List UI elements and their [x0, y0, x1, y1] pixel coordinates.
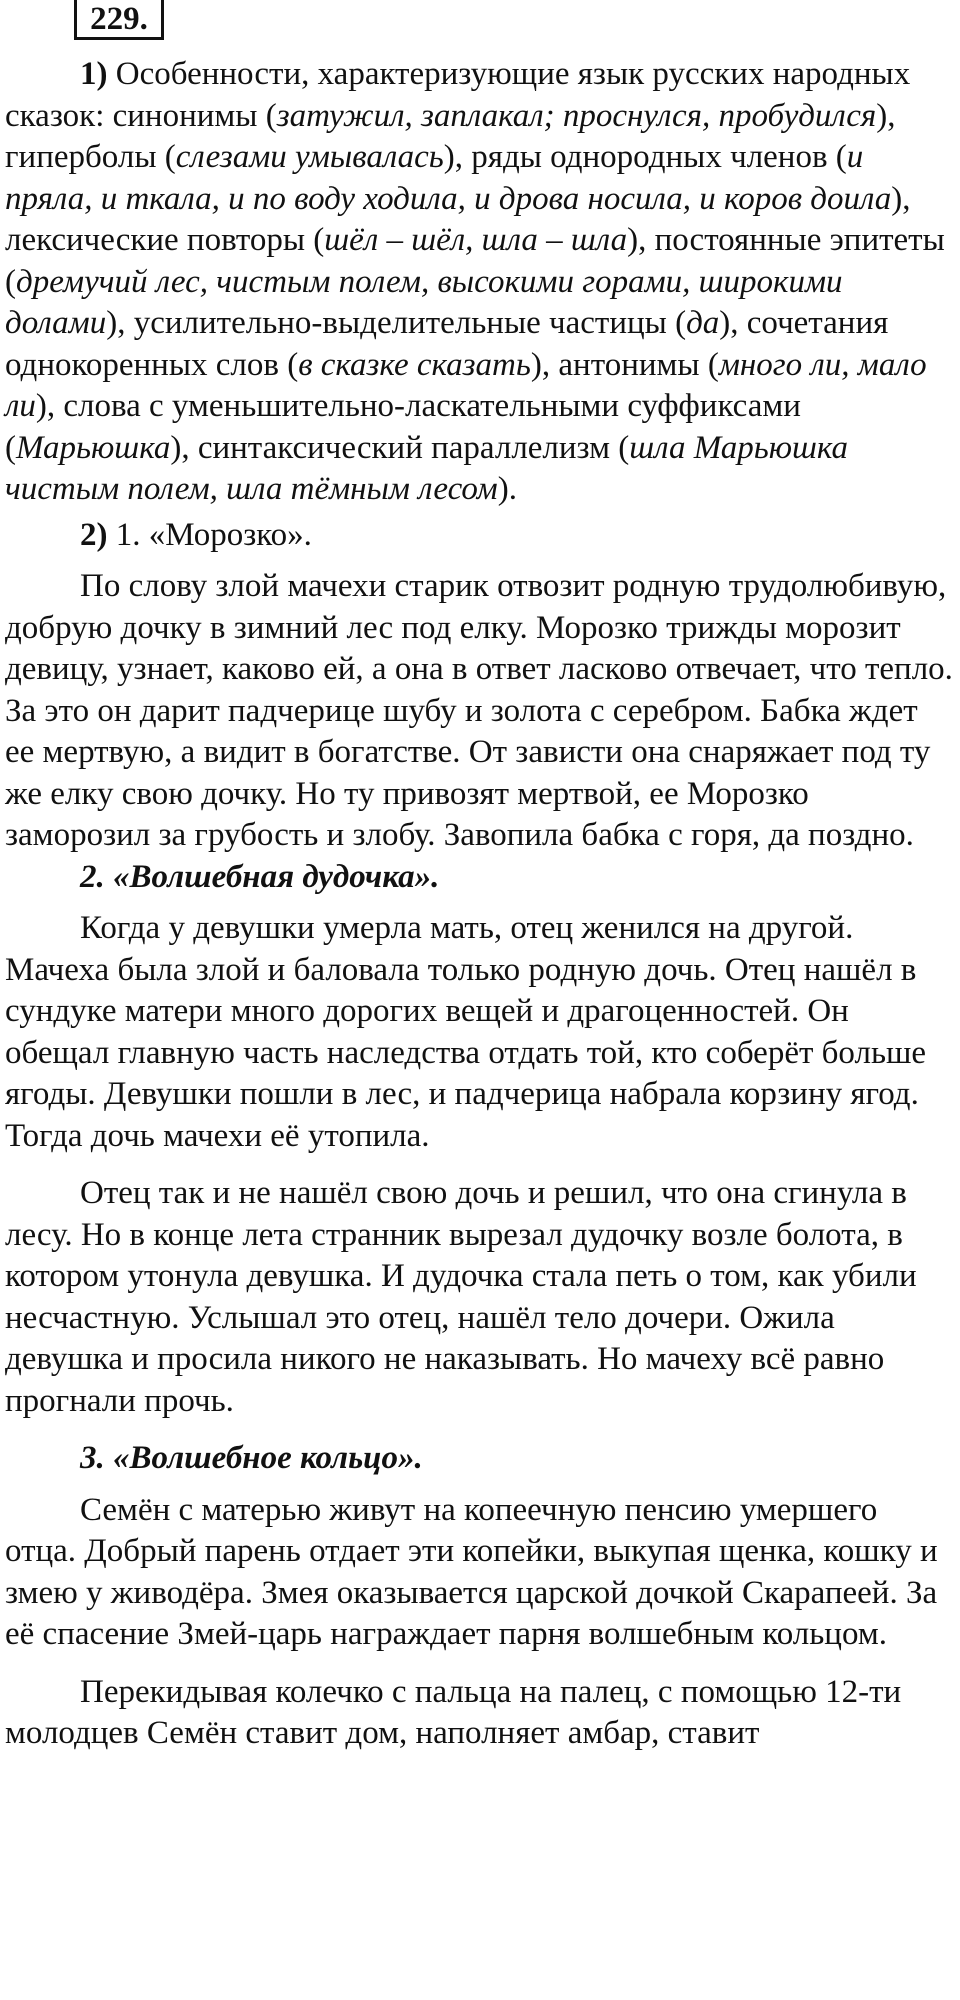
text-run: Особенности, характеризующие язык русских народных сказок: синонимы (	[5, 56, 911, 134]
text-run: ), лексические повторы (	[5, 180, 911, 258]
text-run: ), синтаксический параллелизм (	[170, 429, 630, 466]
part1-paragraph	[5, 54, 955, 511]
text-run: ), ряды однородных членов (	[443, 139, 847, 175]
part1-label: 1)	[80, 56, 108, 92]
example-italic: да	[686, 305, 720, 341]
story2-paragraph-2: Отец так и не нашёл свою дочь и решил, что она сгинула в лесу. Но в конце лета странник вырезал дудочку возле болота, в котором утонула девушка. И дудочка стала петь о том, как убили несчастную. Услышал это отец, нашёл тело дочери. Ожила девушка и просила никого не наказывать. Но мачеху всё равно прогнали прочь.	[5, 1175, 917, 1419]
story3-paragraph-2: Перекидывая колечко с пальца на палец, с помощью 12-ти молодцев Семён ставит дом, наполняет амбар, ставит	[5, 1673, 902, 1751]
text-run: ).	[497, 471, 517, 507]
example-italic: шёл – шёл, шла – шла	[324, 222, 628, 258]
text-run: ), постоянные эпитеты (	[5, 222, 945, 300]
example-italic: много ли, мало ли	[5, 346, 927, 424]
answer-text	[5, 54, 955, 1755]
story1-title: 1. «Морозко».	[107, 516, 312, 553]
example-italic: и пряла, и ткала, и по воду ходила, и дрова носила, и коров доила	[5, 139, 892, 217]
text-run: ), усилительно-выделительные частицы (	[106, 305, 687, 341]
example-italic: в сказке сказать	[298, 346, 531, 383]
example-italic: затужил, заплакал; проснулся, пробудился	[276, 97, 877, 134]
text-run: ), сочетания однокоренных слов (	[5, 305, 889, 383]
example-italic: дремучий лес, чистым полем, высокими горами, широкими долами	[5, 263, 843, 341]
story3-title: 3. «Волшебное кольцо».	[80, 1440, 423, 1476]
text-run: ), слова с уменьшительно-ласкательными суффиксами (	[5, 388, 801, 466]
part1-body	[5, 56, 945, 507]
example-italic: слезами умывалась	[175, 139, 444, 175]
text-run: ), гиперболы (	[5, 97, 896, 175]
exercise-number: 229.	[74, 0, 164, 40]
story1-summary: По слову злой мачехи старик отвозит родную трудолюбивую, добрую дочку в зимний лес под елку. Морозко трижды морозит девицу, узнает, каково ей, а она в ответ ласково отвечает, что тепло. За это он дарит падчерице шубу и золота с серебром. Бабка ждет ее мертвую, а видит в богатстве. От зависти она снаряжает под ту же елку свою дочку. Но ту привозят мертвой, ее Морозко заморозил за грубость и злобу. Завопила бабка с горя, да поздно.	[5, 568, 953, 853]
story2-paragraph-1: Когда у девушки умерла мать, отец женился на другой. Мачеха была злой и баловала только родную дочь. Отец нашёл в сундуке матери много дорогих вещей и драгоценностей. Он обещал главную часть наследства отдать той, кто соберёт больше ягоды. Девушки пошли в лес, и падчерица набрала корзину ягод. Тогда дочь мачехи её утопила.	[5, 910, 927, 1154]
part2-label: 2)	[80, 516, 108, 553]
example-italic: шла Марьюшка чистым полем, шла тёмным лесом	[5, 429, 849, 507]
story3-paragraph-1: Семён с матерью живут на копеечную пенсию умершего отца. Добрый парень отдает эти копейки, выкупая щенка, кошку и змею у живодёра. Змея оказывается царской дочкой Скарапеей. За её спасение Змей-царь награждает парня волшебным кольцом.	[5, 1491, 938, 1652]
text-run: ), антонимы (	[530, 346, 719, 383]
story2-title: 2. «Волшебная дудочка».	[80, 858, 440, 895]
example-italic: Марьюшка	[16, 429, 171, 466]
part2-header	[5, 515, 955, 557]
